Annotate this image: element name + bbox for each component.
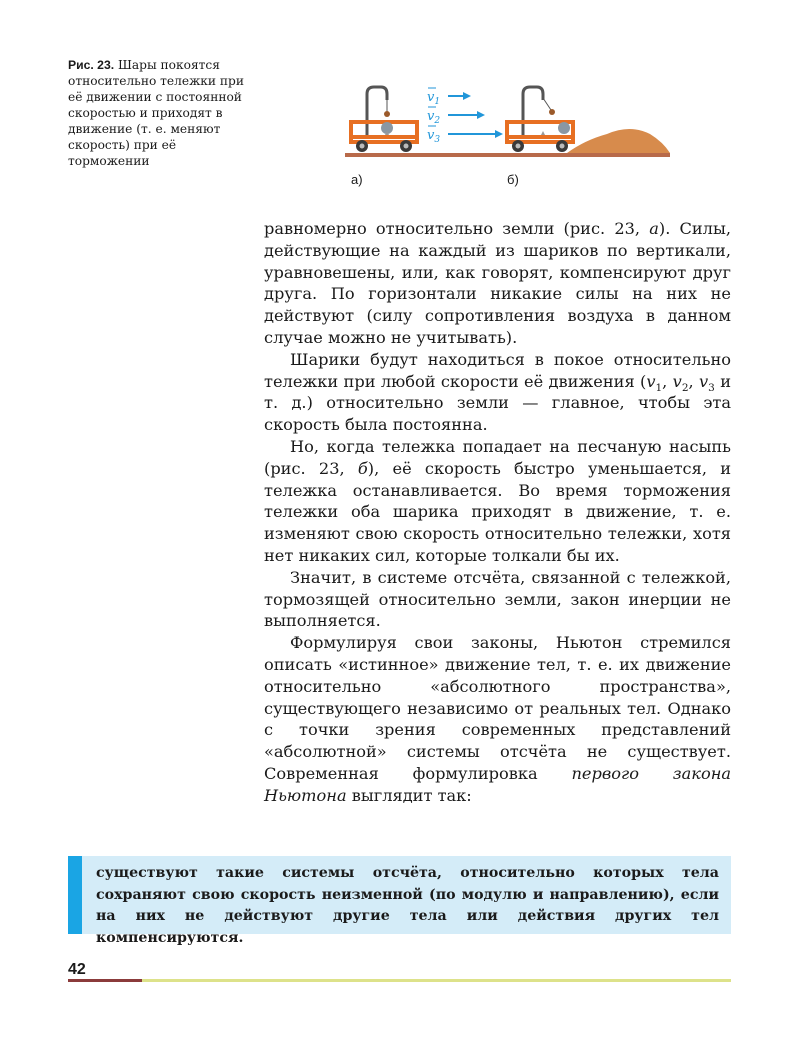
figure-label: Рис. 23.	[68, 58, 115, 72]
svg-text:v3	[427, 128, 440, 145]
cart-a	[351, 87, 417, 152]
page-number: 42	[68, 961, 86, 978]
paragraph-1: равномерно относительно земли (рис. 23, а). Силы, действующие на каждый из шариков по вертикали, уравновешены, или, как говорят, компенсируют друг друга. По горизонтали никакие силы на них не действуют (силу сопротивления воздуха в данном случае можно не учитывать).	[264, 219, 731, 347]
footer-rule-line	[142, 979, 731, 982]
body-text	[264, 218, 731, 807]
cart-b	[507, 87, 573, 152]
v3-subscript: 3	[434, 135, 441, 145]
svg-text:v2	[427, 109, 440, 126]
svg-text:v1	[427, 90, 440, 107]
caption-text: Шары покоятся относительно тележки при её движении с постоянной скоростью и приходят в движение (т. е. меняют скорость) при её торможении	[68, 58, 244, 168]
v1-symbol: v	[427, 90, 435, 105]
paragraph-5: Формулируя свои законы, Ньютон стремился описать «истинное» движение тел, т. е. их движение относительно «абсолютного пространства», существующего независимо от реальных тел. Однако с точки зрения современных представлений «абсолютной» системы отсчёта не существует. Современная формулировка первого закона Ньютона выглядит так:	[264, 633, 732, 805]
hanging-ball-b	[549, 109, 555, 115]
ball-on-cart-b	[558, 122, 570, 134]
ground-line	[345, 153, 670, 157]
paragraph-2: Шарики будут находиться в покое относительно тележки при любой скорости её движения ($v_1$, $v_2$, $v_3$ и т. д.) относительно земли — главное, чтобы эта скорость была постоянна.	[264, 349, 731, 435]
label-a: а)	[351, 172, 363, 187]
v2-symbol: v	[427, 109, 435, 124]
label-b: б)	[507, 172, 519, 187]
paragraph-4: Значит, в системе отсчёта, связанной с тележкой, тормозящей относительно земли, закон инерции не выполняется.	[264, 567, 731, 631]
figure-23	[345, 80, 680, 190]
first-law-text: существуют такие системы отсчёта, относительно которых тела сохраняют свою скорость неизменной (по модулю и направлению), если на них не действуют другие тела или действия других тел компенсируются.	[96, 865, 719, 946]
v3-symbol: v	[427, 128, 435, 143]
hanging-ball-a	[384, 111, 390, 117]
footer-rule	[68, 979, 731, 982]
footer-rule-accent	[68, 979, 142, 982]
v1-subscript: 1	[434, 97, 441, 107]
figure-caption	[68, 57, 258, 169]
sand-pile	[567, 129, 670, 153]
v2-subscript: 2	[434, 116, 441, 126]
first-law-box	[68, 856, 731, 946]
velocity-arrows	[427, 88, 503, 145]
paragraph-3: Но, когда тележка попадает на песчаную насыпь (рис. 23, б), её скорость быстро уменьшается, и тележка останавливается. Во время торможения тележки оба шарика приходят в движение, т. е. изменяют свою скорость относительно тележки, хотя нет никаких сил, которые толкали бы их.	[264, 436, 731, 565]
